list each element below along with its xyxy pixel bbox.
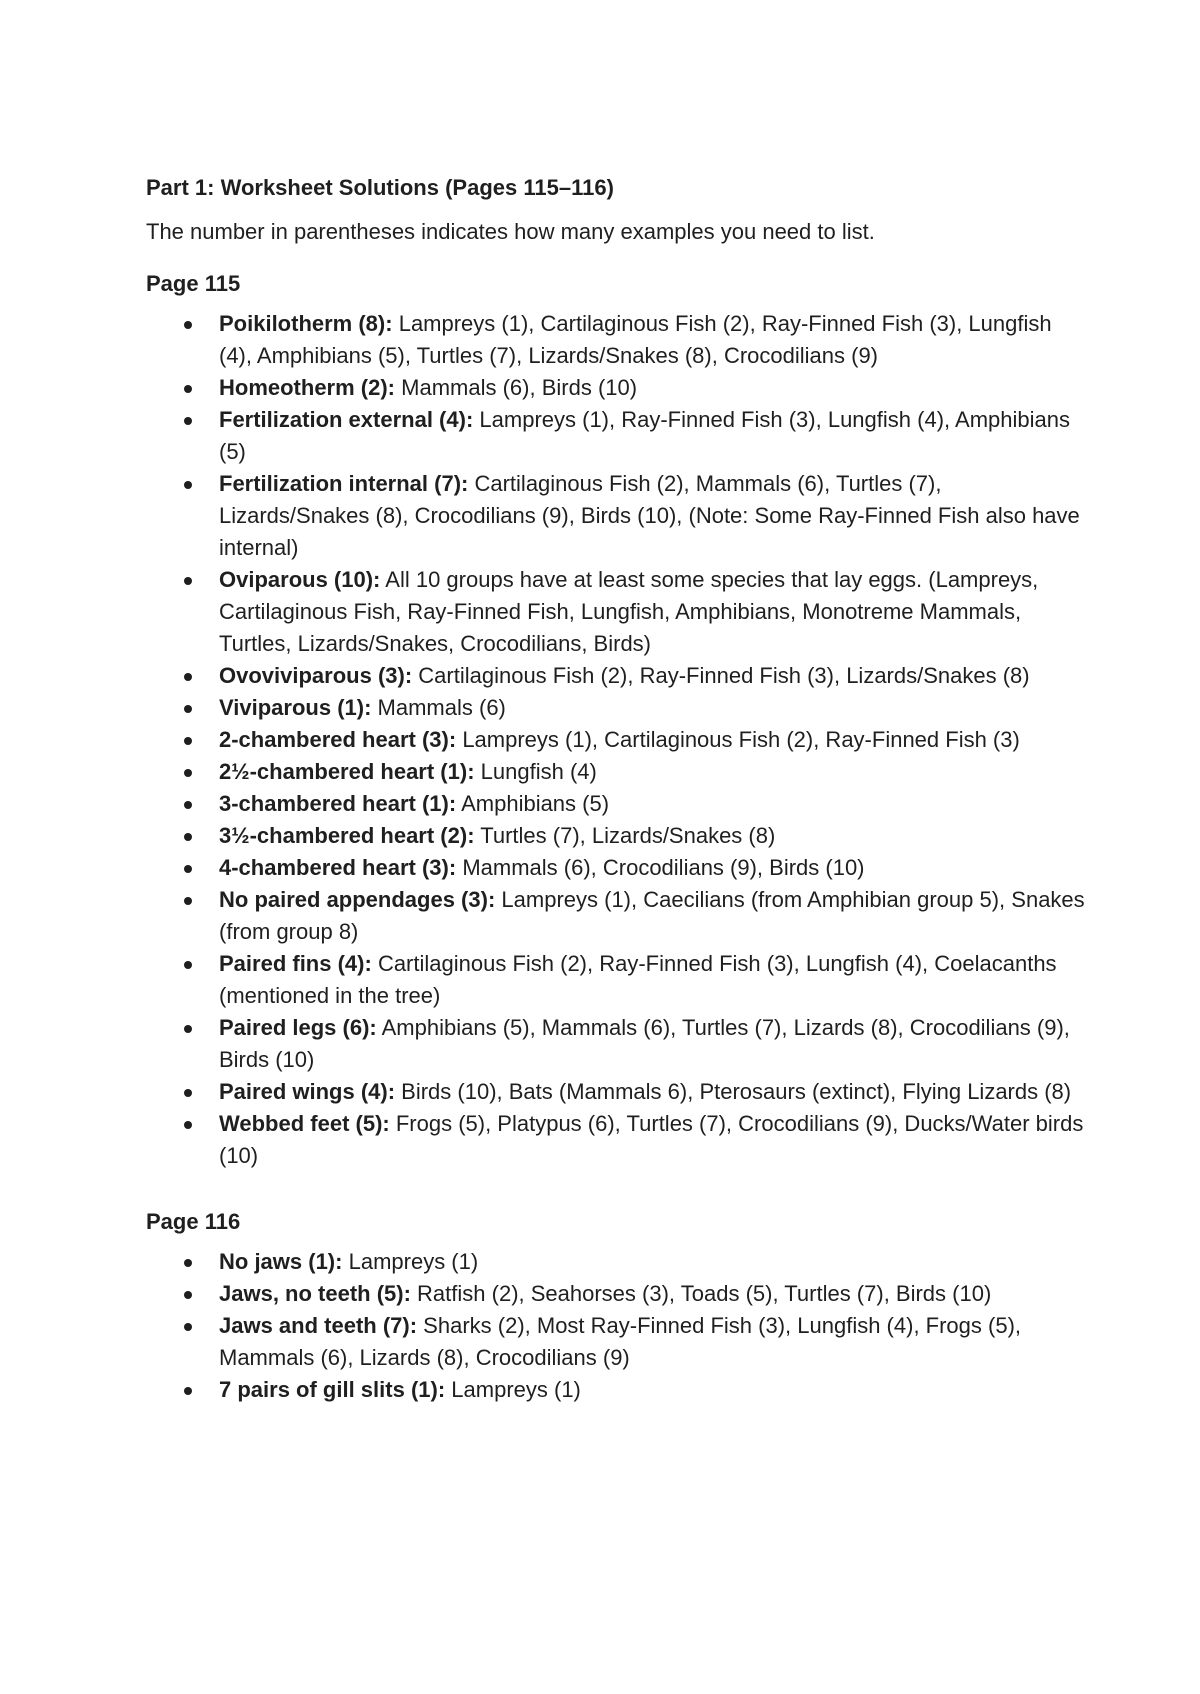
- item-term: Homeotherm (2):: [219, 375, 396, 400]
- list-item: [146, 372, 1086, 404]
- item-text: Lampreys (1), Caecilians (from Amphibian group 5), Snakes (from group 8): [219, 887, 1085, 944]
- bullet-icon: [184, 673, 192, 681]
- item-text: Lampreys (1): [451, 1377, 581, 1402]
- item-text: Cartilaginous Fish (2), Ray-Finned Fish (3), Lizards/Snakes (8): [418, 663, 1030, 688]
- bullet-list: [146, 1246, 1086, 1406]
- item-term: 7 pairs of gill slits (1):: [219, 1377, 446, 1402]
- item-text: Mammals (6), Birds (10): [401, 375, 638, 400]
- item-term: Fertilization external (4):: [219, 407, 474, 432]
- list-item: [146, 820, 1086, 852]
- item-term: 3½-chambered heart (2):: [219, 823, 475, 848]
- item-term: Poikilotherm (8):: [219, 311, 393, 336]
- item-text: Ratfish (2), Seahorses (3), Toads (5), Turtles (7), Birds (10): [417, 1281, 992, 1306]
- list-item: [146, 788, 1086, 820]
- item-term: Ovoviviparous (3):: [219, 663, 413, 688]
- section-page-116: [146, 1206, 1086, 1406]
- item-term: Viviparous (1):: [219, 695, 372, 720]
- item-text: Mammals (6), Crocodilians (9), Birds (10): [462, 855, 865, 880]
- item-term: Jaws, no teeth (5):: [219, 1281, 411, 1306]
- list-item: [146, 948, 1086, 1012]
- item-term: No jaws (1):: [219, 1249, 343, 1274]
- item-term: Webbed feet (5):: [219, 1111, 390, 1136]
- item-term: Oviparous (10):: [219, 567, 381, 592]
- bullet-icon: [184, 961, 192, 969]
- bullet-icon: [184, 577, 192, 585]
- bullet-icon: [184, 801, 192, 809]
- list-item: [146, 660, 1086, 692]
- document-content: [146, 172, 1086, 1406]
- bullet-list: [146, 308, 1086, 1172]
- section-heading: Page 116: [146, 1209, 241, 1234]
- item-term: 2-chambered heart (3):: [219, 727, 457, 752]
- list-item: [146, 564, 1086, 660]
- bullet-icon: [184, 1387, 192, 1395]
- bullet-icon: [184, 321, 192, 329]
- bullet-icon: [184, 705, 192, 713]
- item-text: Cartilaginous Fish (2), Ray-Finned Fish (3), Lungfish (4), Coelacanths (mentioned in the tree): [219, 951, 1057, 1008]
- item-text: Mammals (6): [377, 695, 506, 720]
- bullet-icon: [184, 1121, 192, 1129]
- bullet-icon: [184, 833, 192, 841]
- item-text: Lampreys (1), Ray-Finned Fish (3), Lungfish (4), Amphibians (5): [219, 407, 1070, 464]
- item-text: Lampreys (1), Cartilaginous Fish (2), Ray-Finned Fish (3): [462, 727, 1020, 752]
- list-item: [146, 1108, 1086, 1172]
- bullet-icon: [184, 481, 192, 489]
- item-text: Frogs (5), Platypus (6), Turtles (7), Crocodilians (9), Ducks/Water birds (10): [219, 1111, 1084, 1168]
- bullet-icon: [184, 865, 192, 873]
- item-term: 4-chambered heart (3):: [219, 855, 457, 880]
- document-intro: The number in parentheses indicates how many examples you need to list.: [146, 219, 875, 244]
- item-text: All 10 groups have at least some species that lay eggs. (Lampreys, Cartilaginous Fish, Ray-Finned Fish, Lungfish, Amphibians, Monotreme Mammals, Turtles, Lizards/Snakes, Crocodilians, Birds): [219, 567, 1039, 656]
- list-item: [146, 1012, 1086, 1076]
- bullet-icon: [184, 1323, 192, 1331]
- bullet-icon: [184, 1291, 192, 1299]
- section-heading: Page 115: [146, 271, 241, 296]
- item-text: Turtles (7), Lizards/Snakes (8): [480, 823, 776, 848]
- item-term: 2½-chambered heart (1):: [219, 759, 475, 784]
- document-title: Part 1: Worksheet Solutions (Pages 115–116): [146, 175, 614, 200]
- list-item: [146, 1374, 1086, 1406]
- list-item: [146, 404, 1086, 468]
- item-text: Lungfish (4): [480, 759, 597, 784]
- list-item: [146, 724, 1086, 756]
- item-term: Paired wings (4):: [219, 1079, 396, 1104]
- list-item: [146, 692, 1086, 724]
- section-page-115: [146, 268, 1086, 1172]
- item-term: Paired legs (6):: [219, 1015, 377, 1040]
- list-item: [146, 884, 1086, 948]
- item-term: Jaws and teeth (7):: [219, 1313, 418, 1338]
- bullet-icon: [184, 769, 192, 777]
- bullet-icon: [184, 1259, 192, 1267]
- list-item: [146, 756, 1086, 788]
- item-term: Fertilization internal (7):: [219, 471, 469, 496]
- item-term: No paired appendages (3):: [219, 887, 496, 912]
- bullet-icon: [184, 737, 192, 745]
- item-text: Sharks (2), Most Ray-Finned Fish (3), Lungfish (4), Frogs (5), Mammals (6), Lizards (8), Crocodilians (9): [219, 1313, 1022, 1370]
- item-text: Lampreys (1), Cartilaginous Fish (2), Ray-Finned Fish (3), Lungfish (4), Amphibians (5), Turtles (7), Lizards/Snakes (8), Crocodilians (9): [219, 311, 1052, 368]
- item-text: Lampreys (1): [348, 1249, 479, 1274]
- list-item: [146, 1278, 1086, 1310]
- bullet-icon: [184, 1025, 192, 1033]
- item-text: Amphibians (5): [461, 791, 610, 816]
- list-item: [146, 1076, 1086, 1108]
- bullet-icon: [184, 1089, 192, 1097]
- list-item: [146, 308, 1086, 372]
- item-term: 3-chambered heart (1):: [219, 791, 457, 816]
- bullet-icon: [184, 417, 192, 425]
- list-item: [146, 468, 1086, 564]
- item-text: Cartilaginous Fish (2), Mammals (6), Turtles (7), Lizards/Snakes (8), Crocodilians (9), Birds (10), (Note: Some Ray-Finned Fish also have internal): [219, 471, 1080, 560]
- item-text: Amphibians (5), Mammals (6), Turtles (7), Lizards (8), Crocodilians (9), Birds (10): [219, 1015, 1070, 1072]
- list-item: [146, 1310, 1086, 1374]
- item-text: Birds (10), Bats (Mammals 6), Pterosaurs (extinct), Flying Lizards (8): [401, 1079, 1072, 1104]
- bullet-icon: [184, 897, 192, 905]
- list-item: [146, 1246, 1086, 1278]
- bullet-icon: [184, 385, 192, 393]
- list-item: [146, 852, 1086, 884]
- item-term: Paired fins (4):: [219, 951, 372, 976]
